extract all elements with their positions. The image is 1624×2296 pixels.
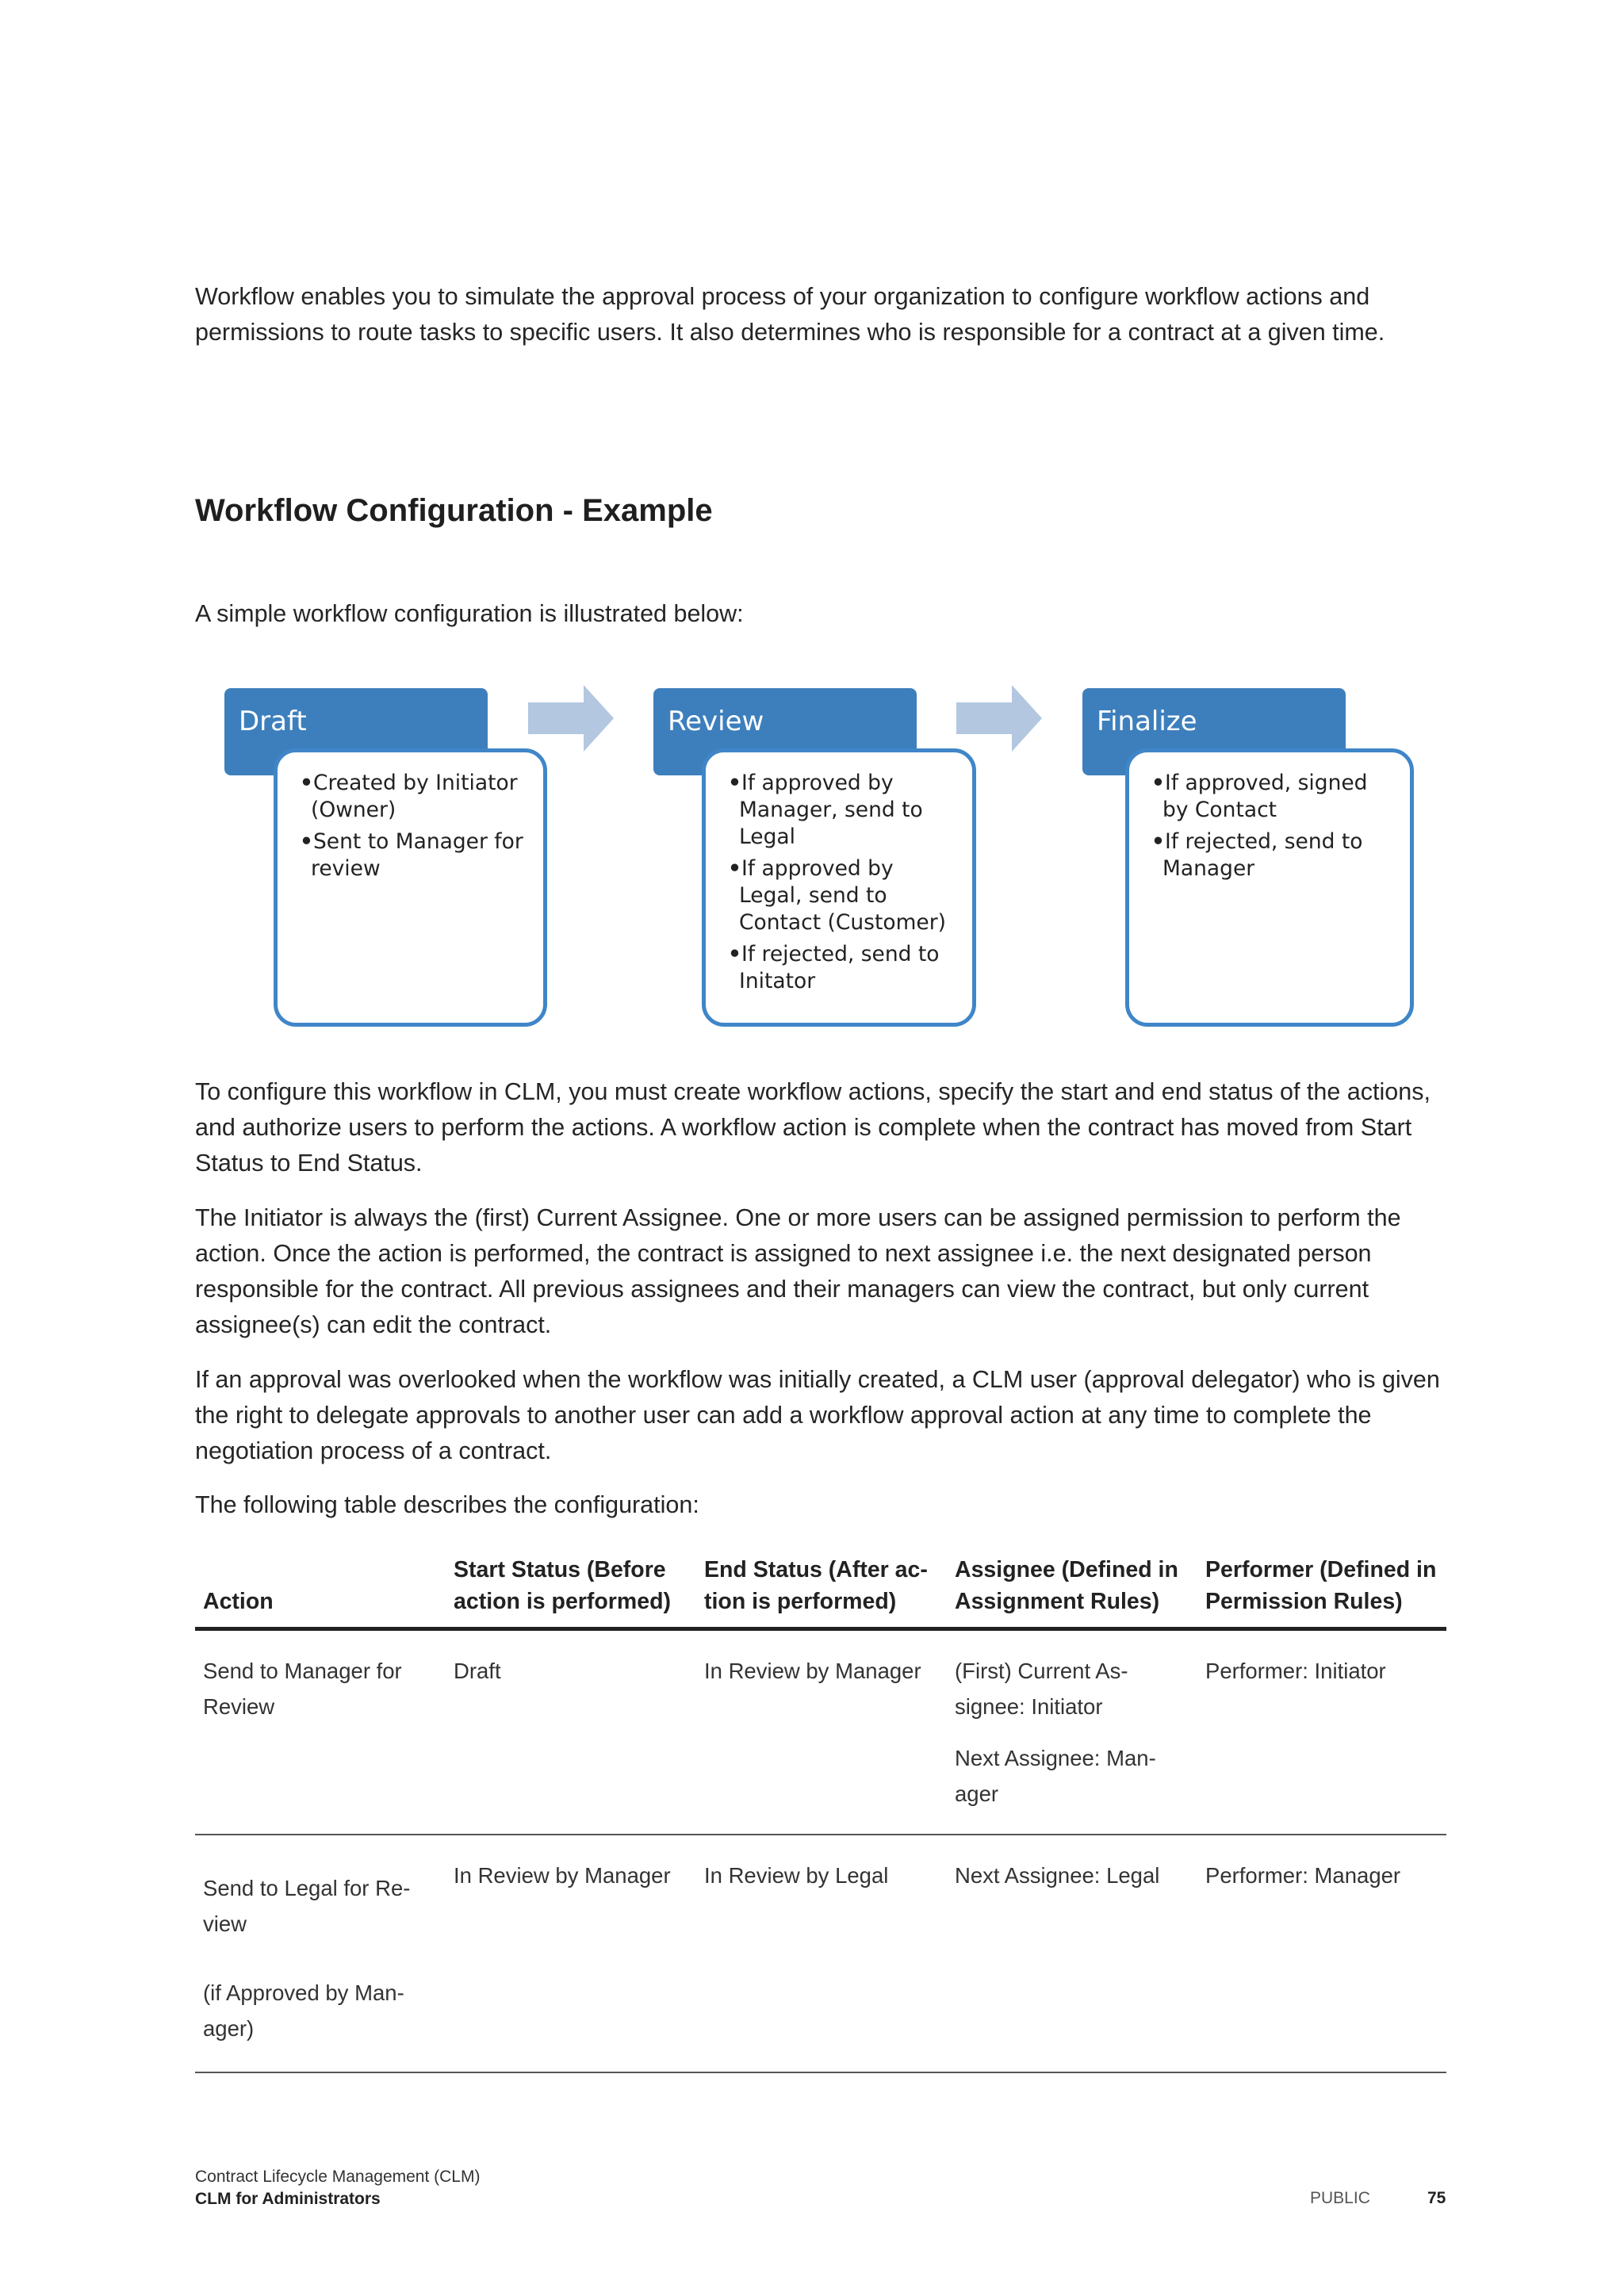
cell-text: Send to Legal for Re- view — [203, 1876, 411, 1936]
cell-action — [195, 1629, 446, 1835]
cell-start-status: In Review by Manager — [446, 1835, 696, 2072]
stage-review-item: • If rejected, send to Initator — [726, 941, 961, 995]
body-paragraph: To configure this workflow in CLM, you must create workflow actions, specify the start and end status of the actions, and authorize users to perform the actions. A workflow action is complete when the contract has moved from Start Status to End Status. — [195, 1078, 1431, 1177]
cell-action — [195, 1835, 446, 2072]
page-number: 75 — [1427, 2189, 1446, 2207]
stage-draft-item: • Created by Initiator (Owner) — [298, 770, 532, 824]
cell-end-status: In Review by Legal — [696, 1835, 947, 2072]
arrow-right-icon — [956, 685, 1045, 752]
cell-text: Next Assignee: Man- ager — [955, 1746, 1156, 1806]
cell-text: Send to Manager for Review — [203, 1659, 402, 1719]
cell-text: Next Assignee: Legal — [955, 1863, 1160, 1888]
configuration-table — [195, 1554, 1446, 2073]
stage-finalize-title: Finalize — [1097, 706, 1197, 737]
footer-document-info — [195, 2166, 480, 2210]
intro-paragraph: Workflow enables you to simulate the approval process of your organization to configure workflow actions and permissions to route tasks to specific users. It also determines who is responsible for a contract at a given time. — [195, 283, 1385, 346]
stage-review-item: • If approved by Legal, send to Contact (Customer) — [726, 855, 961, 936]
body-paragraph: The following table describes the configuration: — [195, 1491, 699, 1518]
table-row — [195, 1835, 1446, 2072]
body-paragraph: If an approval was overlooked when the workflow was initially created, a CLM user (approval delegator) who is given the right to delegate approvals to another user can add a workflow approval action at any time to complete the negotiation process of a contract. — [195, 1366, 1440, 1464]
footer-doc-title: Contract Lifecycle Management (CLM) — [195, 2168, 481, 2186]
table-header-row — [195, 1554, 1446, 1629]
cell-end-status: In Review by Manager — [696, 1629, 947, 1835]
column-header-end-status: End Status (After ac- tion is performed) — [696, 1554, 947, 1629]
footer-doc-subtitle: CLM for Administrators — [195, 2190, 381, 2208]
section-title: Workflow Configuration - Example — [195, 493, 713, 528]
body-paragraph: The Initiator is always the (first) Current Assignee. One or more users can be assigned permission to perform the action. Once the action is performed, the contract is assigned to next assignee i.e. the next designated person responsible for the contract. All previous assignees and their managers can view the contract, but only current assignee(s) can edit the contract. — [195, 1204, 1401, 1338]
table-row — [195, 1629, 1446, 1835]
cell-text: (First) Current As- signee: Initiator — [955, 1659, 1128, 1719]
column-header-action: Action — [195, 1554, 446, 1629]
stage-review-box — [702, 748, 976, 1027]
stage-finalize-item: • If approved, signed by Contact — [1150, 770, 1399, 824]
footer-classification: PUBLIC — [1310, 2189, 1370, 2207]
cell-assignee — [947, 1629, 1197, 1835]
stage-finalize-item: • If rejected, send to Manager — [1150, 828, 1399, 882]
stage-draft-item: • Sent to Manager for review — [298, 828, 532, 882]
stage-finalize-box — [1125, 748, 1414, 1027]
stage-draft-title: Draft — [239, 706, 307, 737]
column-header-performer: Performer (Defined in Permission Rules) — [1197, 1554, 1446, 1629]
stage-review-title: Review — [668, 706, 764, 737]
cell-performer: Performer: Manager — [1197, 1835, 1446, 2072]
arrow-right-icon — [528, 685, 617, 752]
cell-text: (if Approved by Man- ager) — [203, 1980, 404, 2041]
column-header-start-status: Start Status (Before action is performed) — [446, 1554, 696, 1629]
stage-review-item: • If approved by Manager, send to Legal — [726, 770, 961, 851]
cell-start-status: Draft — [446, 1629, 696, 1835]
diagram-intro: A simple workflow configuration is illustrated below: — [195, 600, 744, 627]
column-header-assignee: Assignee (Defined in Assignment Rules) — [947, 1554, 1197, 1629]
cell-performer: Performer: Initiator — [1197, 1629, 1446, 1835]
stage-draft-box — [274, 748, 547, 1027]
cell-assignee — [947, 1835, 1197, 2072]
